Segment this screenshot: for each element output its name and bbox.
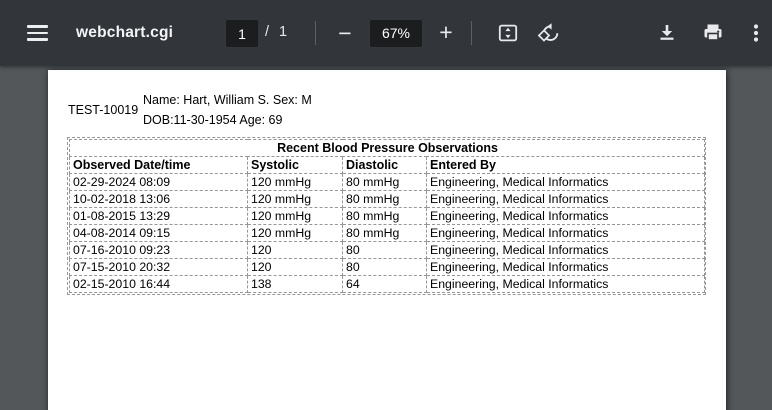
col-header-systolic: Systolic <box>248 157 343 174</box>
cell-diastolic: 80 <box>343 242 427 259</box>
pdf-toolbar <box>0 0 772 66</box>
cell-systolic: 120 mmHg <box>248 191 343 208</box>
table-row <box>70 208 705 225</box>
pdf-page <box>48 70 726 410</box>
pdf-canvas[interactable] <box>0 66 772 410</box>
cell-diastolic: 80 mmHg <box>343 208 427 225</box>
fit-page-button[interactable] <box>496 21 520 45</box>
col-header-diastolic: Diastolic <box>343 157 427 174</box>
cell-entered-by: Engineering, Medical Informatics <box>427 242 705 259</box>
table-row <box>70 174 705 191</box>
table-title: Recent Blood Pressure Observations <box>70 140 705 157</box>
cell-diastolic: 80 <box>343 259 427 276</box>
cell-entered-by: Engineering, Medical Informatics <box>427 174 705 191</box>
cell-systolic: 120 <box>248 259 343 276</box>
print-button[interactable] <box>701 21 725 45</box>
cell-observed: 01-08-2015 13:29 <box>70 208 248 225</box>
cell-diastolic: 80 mmHg <box>343 225 427 242</box>
toolbar-separator <box>315 21 316 45</box>
table-row <box>70 242 705 259</box>
cell-entered-by: Engineering, Medical Informatics <box>427 191 705 208</box>
col-header-observed: Observed Date/time <box>70 157 248 174</box>
hamburger-icon <box>27 25 48 28</box>
zoom-level[interactable]: 67% <box>370 20 422 47</box>
document-title: webchart.cgi <box>76 24 174 41</box>
download-icon <box>655 21 679 45</box>
cell-systolic: 120 mmHg <box>248 208 343 225</box>
cell-entered-by: Engineering, Medical Informatics <box>427 259 705 276</box>
page-number-input[interactable] <box>226 20 258 47</box>
download-button[interactable] <box>655 21 679 45</box>
cell-entered-by: Engineering, Medical Informatics <box>427 225 705 242</box>
cell-systolic: 120 <box>248 242 343 259</box>
cell-entered-by: Engineering, Medical Informatics <box>427 208 705 225</box>
table-row <box>70 259 705 276</box>
cell-observed: 02-29-2024 08:09 <box>70 174 248 191</box>
cell-observed: 07-15-2010 20:32 <box>70 259 248 276</box>
toolbar-separator <box>471 21 472 45</box>
patient-name-line: Name: Hart, William S. Sex: M <box>143 93 312 107</box>
table-header-row <box>70 157 705 174</box>
cell-diastolic: 64 <box>343 276 427 293</box>
cell-observed: 10-02-2018 13:06 <box>70 191 248 208</box>
rotate-button[interactable] <box>537 21 561 45</box>
table-row <box>70 191 705 208</box>
patient-dob-line: DOB:11-30-1954 Age: 69 <box>143 112 283 127</box>
cell-observed: 07-16-2010 09:23 <box>70 242 248 259</box>
print-icon <box>701 21 725 45</box>
cell-systolic: 138 <box>248 276 343 293</box>
cell-diastolic: 80 mmHg <box>343 191 427 208</box>
patient-id: TEST-10019 <box>68 103 139 117</box>
table-row <box>70 225 705 242</box>
cell-systolic: 120 mmHg <box>248 225 343 242</box>
page-divider: / <box>265 24 270 40</box>
cell-diastolic: 80 mmHg <box>343 174 427 191</box>
table-row <box>70 276 705 293</box>
zoom-out-button[interactable]: − <box>331 18 359 48</box>
cell-systolic: 120 mmHg <box>248 174 343 191</box>
more-options-button[interactable] <box>746 21 766 45</box>
zoom-in-button[interactable]: + <box>432 17 460 47</box>
patient-info <box>143 91 312 130</box>
table-title-row <box>70 140 705 157</box>
cell-entered-by: Engineering, Medical Informatics <box>427 276 705 293</box>
fit-page-icon <box>496 21 520 45</box>
bp-observations-table <box>67 137 706 295</box>
page-total: 1 <box>279 24 288 40</box>
col-header-entered-by: Entered By <box>427 157 705 174</box>
cell-observed: 02-15-2010 16:44 <box>70 276 248 293</box>
cell-observed: 04-08-2014 09:15 <box>70 225 248 242</box>
rotate-icon <box>537 21 561 45</box>
kebab-menu-icon <box>746 21 766 45</box>
menu-button[interactable] <box>24 20 50 46</box>
